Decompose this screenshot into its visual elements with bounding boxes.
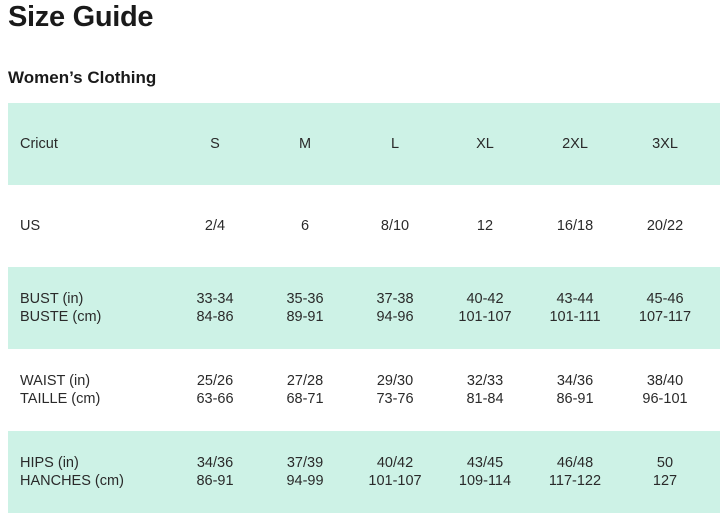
table-cell: 45-46 107-117 [638, 291, 692, 325]
table-cell: 34/36 86-91 [556, 373, 594, 407]
table-row-us [8, 185, 720, 267]
size-table [8, 103, 720, 513]
header-label: Cricut [20, 136, 58, 152]
section-title: Women’s Clothing [8, 68, 157, 87]
table-cell: 50 127 [652, 455, 678, 489]
table-header-row [8, 103, 720, 185]
table-row-bust [8, 267, 720, 349]
table-cell: 6 [300, 218, 310, 234]
row-label: WAIST (in) TAILLE (cm) [20, 373, 101, 407]
row-label: HIPS (in) HANCHES (cm) [20, 455, 124, 489]
size-header: XL [476, 136, 494, 152]
table-cell: 29/30 73-76 [376, 373, 414, 407]
table-cell: 16/18 [556, 218, 594, 234]
table-cell: 43/45 109-114 [458, 455, 512, 489]
size-header: 3XL [652, 136, 678, 152]
table-cell: 43-44 101-111 [549, 291, 601, 325]
table-cell: 8/10 [380, 218, 410, 234]
row-label: US [20, 218, 41, 234]
table-cell: 37-38 94-96 [376, 291, 414, 325]
size-header: S [210, 136, 220, 152]
table-cell: 20/22 [646, 218, 684, 234]
table-cell: 12 [476, 218, 494, 234]
size-header: M [298, 136, 312, 152]
table-cell: 25/26 63-66 [196, 373, 234, 407]
size-header: L [390, 136, 400, 152]
table-cell: 2/4 [204, 218, 226, 234]
table-cell: 46/48 117-122 [548, 455, 602, 489]
page-title: Size Guide [8, 1, 154, 33]
table-cell: 34/36 86-91 [196, 455, 234, 489]
table-row-waist [8, 349, 720, 431]
table-cell: 40/42 101-107 [368, 455, 422, 489]
table-cell: 27/28 68-71 [286, 373, 324, 407]
table-cell: 40-42 101-107 [458, 291, 512, 325]
row-label: BUST (in) BUSTE (cm) [20, 291, 102, 325]
table-row-hips [8, 431, 720, 513]
size-header: 2XL [562, 136, 588, 152]
table-cell: 37/39 94-99 [286, 455, 324, 489]
table-cell: 32/33 81-84 [466, 373, 504, 407]
table-cell: 33-34 84-86 [196, 291, 234, 325]
table-cell: 38/40 96-101 [642, 373, 688, 407]
table-cell: 35-36 89-91 [286, 291, 324, 325]
